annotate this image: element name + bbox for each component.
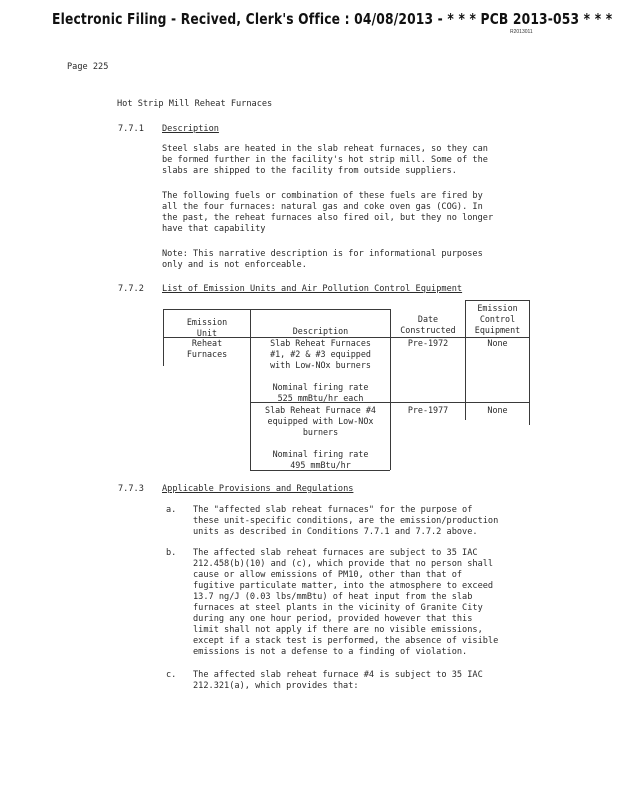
filing-stamp: R2013011 (510, 29, 533, 35)
section-title: Hot Strip Mill Reheat Furnaces (117, 99, 273, 109)
item-c-text: The affected slab reheat furnace #4 is subject to 35 IAC 212.321(a), which provides that: (193, 670, 483, 691)
filing-header: Electronic Filing - Recived, Clerk's Office : 04/08/2013 - * * * PCB 2013-053 * * * (52, 10, 613, 28)
header-description: Description (292, 326, 349, 336)
cell-row2-description: Slab Reheat Furnace #4 equipped with Low-NOx burners Nominal firing rate 495 mmBtu/hr (265, 405, 376, 470)
item-a-label: a. (166, 505, 177, 515)
item-a-text: The "affected slab reheat furnaces" for the purpose of these unit-specific conditions, are the emission/production units as described in Conditions 7.7.1 and 7.7.2 above. (193, 505, 499, 537)
description-paragraph-1: Steel slabs are heated in the slab reheat furnaces, so they can be formed further in the facility's hot strip mill. Some of the slabs are shipped to the facility from outside suppliers. (162, 144, 488, 176)
section-773-number: 7.7.3 (118, 484, 144, 494)
header-date-constructed: Date Constructed (400, 314, 456, 335)
section-773-title: Applicable Provisions and Regulations (162, 484, 354, 494)
item-b-text: The affected slab reheat furnaces are subject to 35 IAC 212.458(b)(10) and (c), which provide that no person shall cause or allow emissions of PM10, other than that of fugitive particulate matter, into the atmosphere to exceed 13.7 ng/J (0.03 lbs/mmBtu) of heat input from the slab furnaces at steel plants in the vicinity of Granite City during any one hour period, provided however that this limit shall not apply if there are no visible emissions, except if a stack test is performed, the absence of visible emissions is not a defense to a finding of violation. (193, 548, 499, 657)
item-b-label: b. (166, 548, 177, 558)
header-emission-unit: Emission Unit (186, 317, 228, 338)
section-772-number: 7.7.2 (118, 284, 144, 294)
header-control-equipment: Emission Control Equipment (474, 303, 521, 335)
section-771-title: Description (162, 124, 219, 134)
cell-row2-date: Pre-1977 (407, 405, 449, 415)
item-c-label: c. (166, 670, 177, 680)
cell-row2-control: None (487, 405, 508, 415)
cell-row1-control: None (487, 338, 508, 348)
description-paragraph-2: The following fuels or combination of these fuels are fired by all the four furnaces: natural gas and coke oven gas (COG). In the past, the reheat furnaces also fired oil, but they no longer have that capability (162, 191, 494, 234)
cell-row1-date: Pre-1972 (407, 338, 449, 348)
description-note: Note: This narrative description is for informational purposes only and is not enforceable. (162, 249, 483, 270)
page-number: Page 225 (67, 62, 109, 72)
cell-unit-name: Reheat Furnaces (186, 338, 228, 359)
section-771-number: 7.7.1 (118, 124, 144, 134)
section-772-title: List of Emission Units and Air Pollution Control Equipment (162, 284, 463, 294)
cell-row1-description: Slab Reheat Furnaces #1, #2 & #3 equipped with Low-NOx burners Nominal firing rate 525 mmBtu/hr each (270, 338, 371, 403)
